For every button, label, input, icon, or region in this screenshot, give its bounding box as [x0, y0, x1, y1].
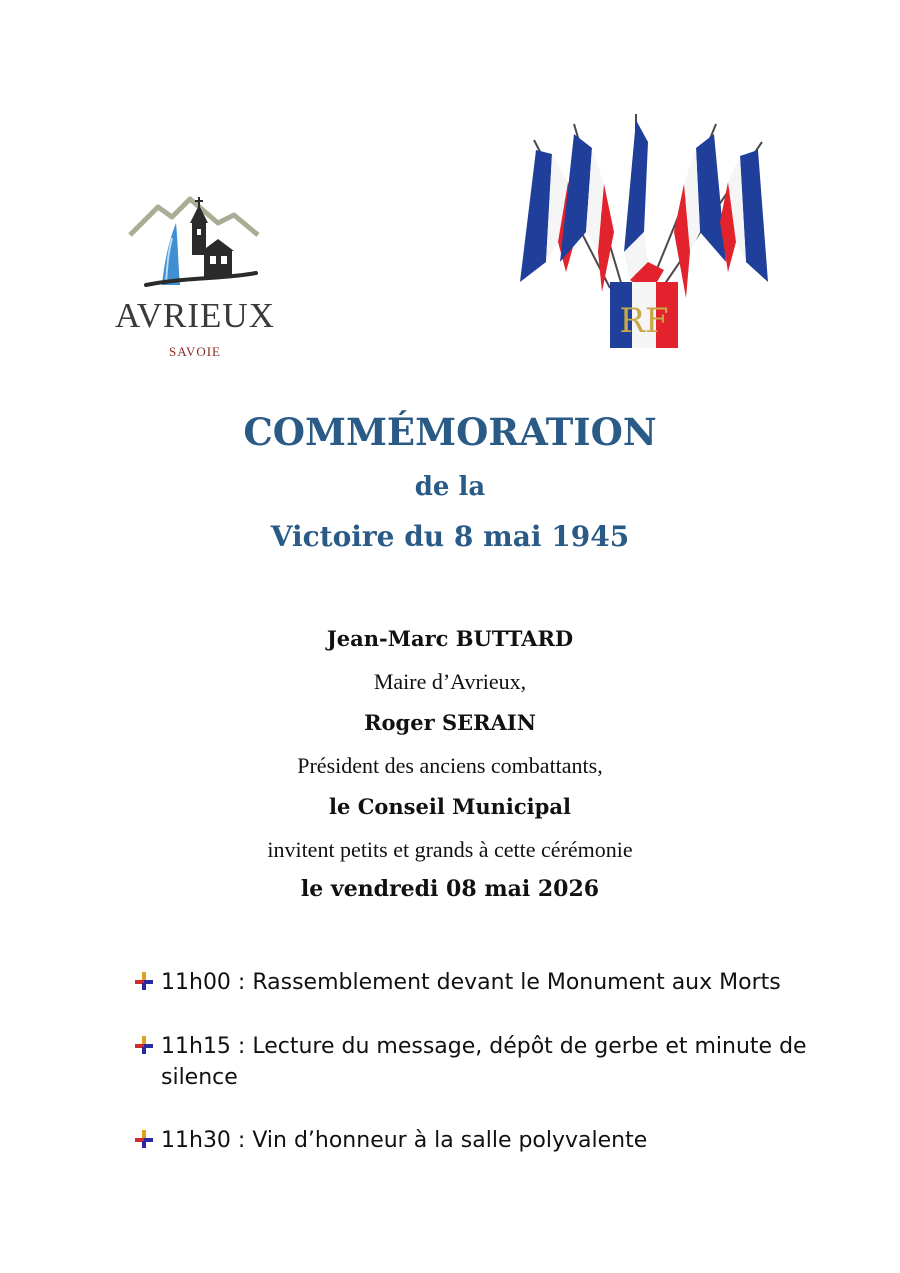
heading-victory: Victoire du 8 mai 1945	[270, 520, 630, 553]
cross-arrow-bullet-icon	[133, 1128, 157, 1152]
program-item-text: 11h15 : Lecture du message, dépôt de gerbe et minute de silence	[161, 1034, 807, 1090]
host2-role: Président des anciens combattants,	[297, 753, 603, 778]
host1-role: Maire d’Avrieux,	[373, 669, 527, 694]
program-item	[133, 967, 813, 998]
host3-name: le Conseil Municipal	[329, 794, 571, 819]
logo-name: AVRIEUX	[115, 296, 275, 335]
program-item-text: 11h00 : Rassemblement devant le Monument aux Morts	[161, 970, 781, 995]
logo-region: SAVOIE	[169, 344, 221, 359]
heading-subtitle: de la	[414, 472, 486, 502]
village-church-mountains-icon	[106, 193, 284, 303]
program-item-text: 11h30 : Vin d’honneur à la salle polyvalente	[161, 1128, 648, 1153]
french-flags-icon	[514, 112, 776, 360]
heading-title: COMMÉMORATION	[243, 410, 657, 454]
cross-arrow-bullet-icon	[133, 1034, 157, 1058]
avrieux-logo	[106, 193, 284, 365]
host1-name: Jean-Marc BUTTARD	[326, 626, 574, 651]
svg-text:RF: RF	[619, 301, 669, 341]
program-item	[133, 1031, 813, 1093]
host2-name: Roger SERAIN	[364, 710, 536, 735]
ceremony-date: le vendredi 08 mai 2026	[300, 876, 600, 902]
invitation-message: invitent petits et grands à cette cérémonie	[267, 837, 633, 862]
program-item	[133, 1125, 813, 1156]
cross-arrow-bullet-icon	[133, 970, 157, 994]
